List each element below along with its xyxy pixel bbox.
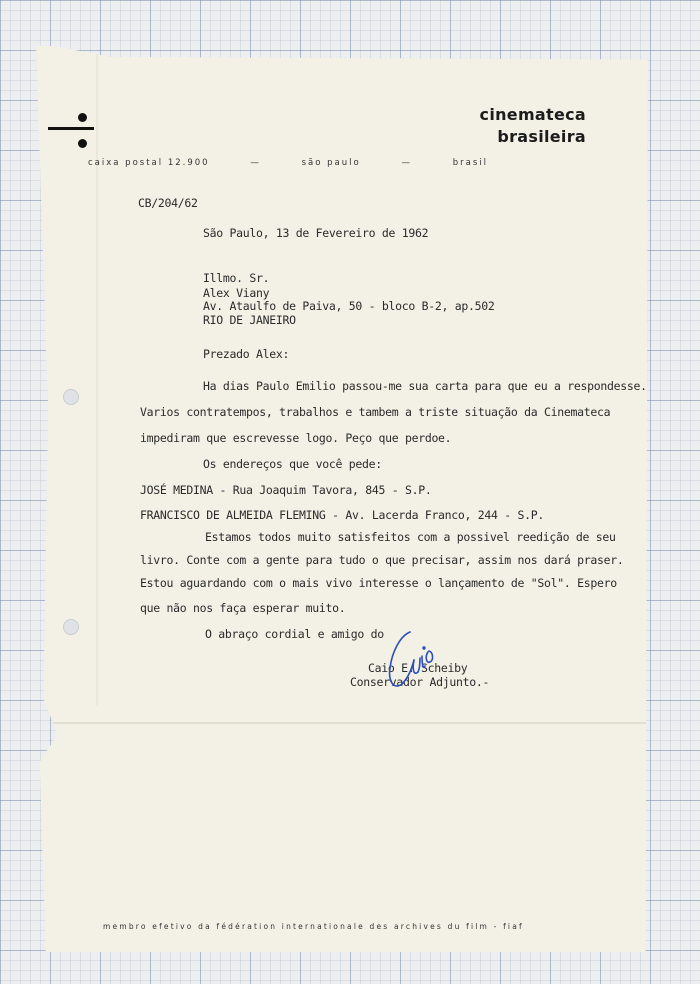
body-line: Estamos todos muito satisfeitos com a possivel reedição de seu [205,530,616,544]
body-line: que não nos faça esperar muito. [140,601,346,615]
recipient-line: Av. Ataulfo de Paiva, 50 - bloco B-2, ap.502 [203,299,495,313]
recipient-line: RIO DE JANEIRO [203,313,296,327]
signer-name: Caio E. Scheiby [368,661,468,675]
address-part: — [250,158,261,168]
paper-crease [96,46,98,706]
body-line: Varios contratempos, trabalhos e tambem a triste situação da Cinemateca [140,405,611,419]
address-part: caixa postal 12.900 [88,158,210,168]
letterhead-brand [480,104,586,148]
recipient-line: Illmo. Sr. [203,271,270,285]
reference-number: CB/204/62 [138,196,198,210]
punch-hole [63,389,79,405]
body-line: JOSÉ MEDINA - Rua Joaquim Tavora, 845 - S.P. [140,483,432,497]
address-part: — [401,158,412,168]
letterhead-footer: membro efetivo da fédération internationale des archives du film - fiaf [103,922,524,931]
address-part: brasil [452,158,488,168]
brand-line-1: cinemateca [479,105,586,124]
body-line: Estou aguardando com o mais vivo interesse o lançamento de "Sol". Espero [140,576,617,590]
salutation: Prezado Alex: [203,347,290,361]
body-line: FRANCISCO DE ALMEIDA FLEMING - Av. Lacerda Franco, 244 - S.P. [140,508,545,522]
letter-date: São Paulo, 13 de Fevereiro de 1962 [203,226,429,240]
paper-crease [36,722,648,724]
cinemateca-logo-icon [44,110,96,154]
letterhead-address [88,158,488,168]
handwritten-signature-icon [382,618,442,698]
body-line: Os endereços que você pede: [203,457,382,471]
address-part: são paulo [301,158,361,168]
body-line: livro. Conte com a gente para tudo o que precisar, assim nos dará praser. [140,553,624,567]
recipient-line: Alex Viany [203,286,270,300]
closing: O abraço cordial e amigo do [205,627,384,641]
brand-line-2: brasileira [497,127,586,146]
body-line: impediram que escrevesse logo. Peço que perdoe. [140,431,452,445]
punch-hole [63,619,79,635]
signer-title: Conservador Adjunto.- [350,675,490,689]
body-line: Ha dias Paulo Emilio passou-me sua carta para que eu a respondesse. [203,379,647,393]
letter-paper [36,46,648,952]
